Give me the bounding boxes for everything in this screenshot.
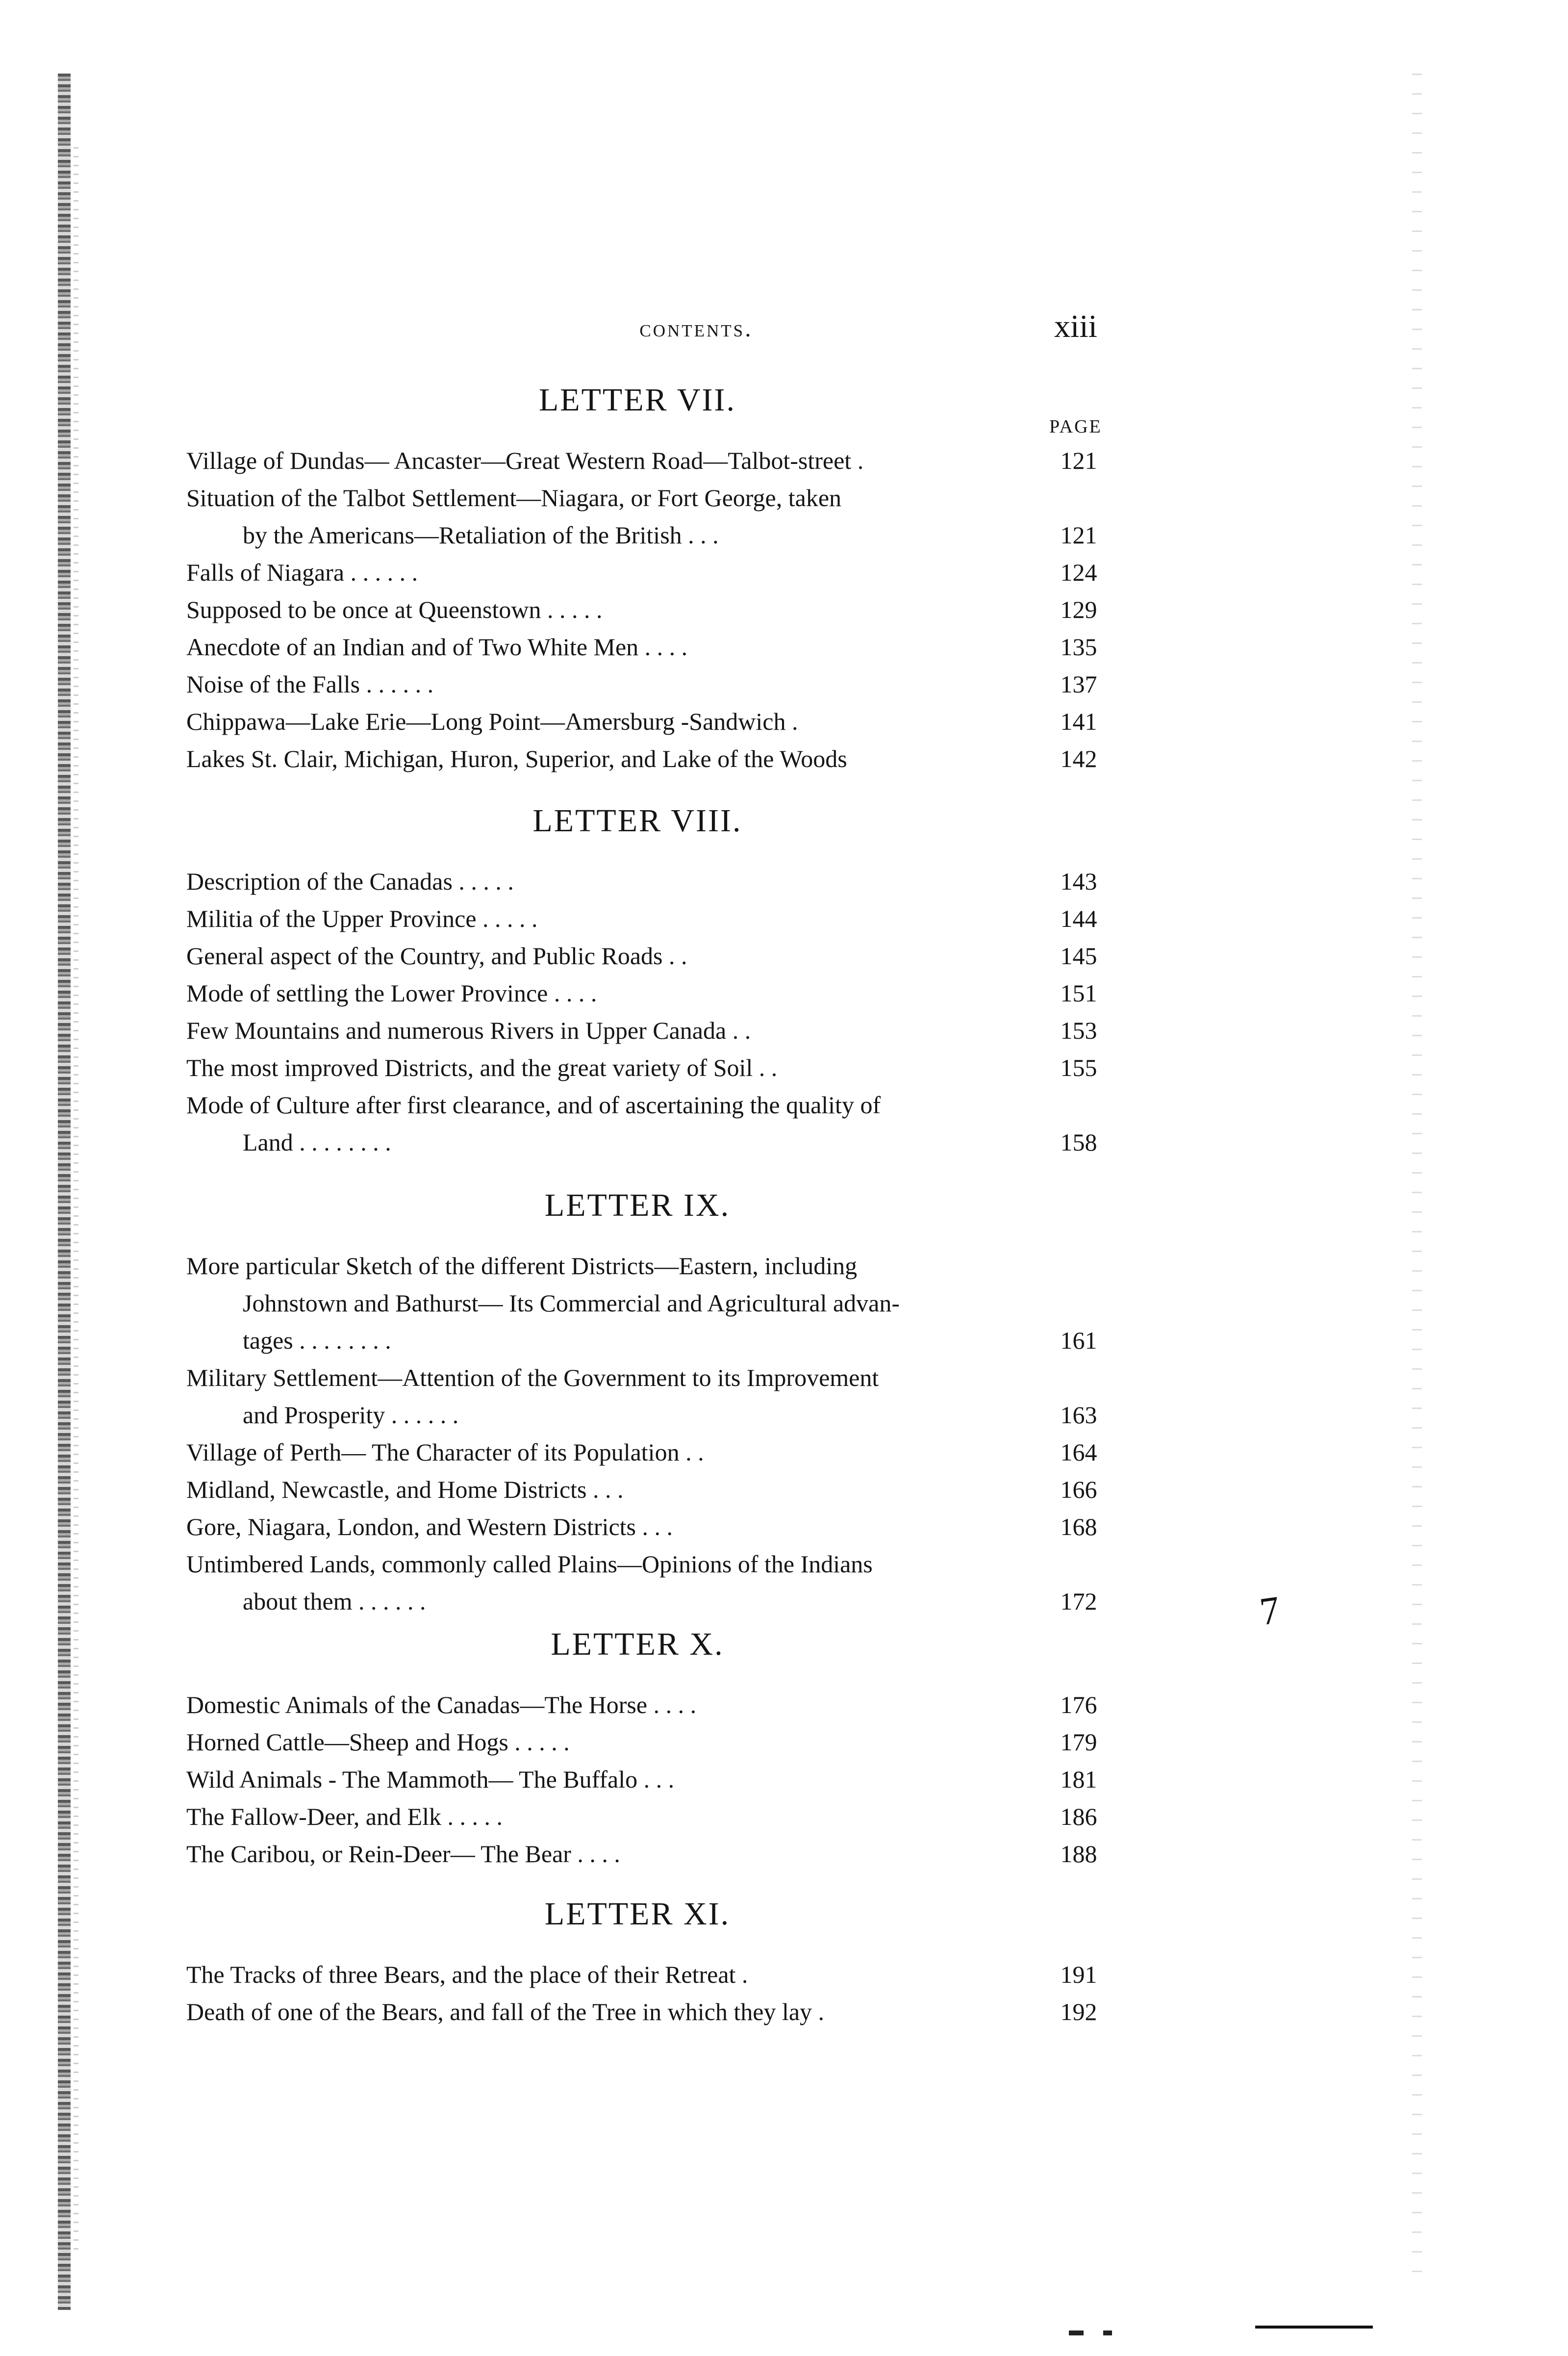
entry-title: Military Settlement—Attention of the Government to its Improvement [186,1364,879,1391]
entry-page-number: 168 [1060,1513,1097,1540]
entry-page-number: 135 [1060,633,1097,661]
entry-title: Falls of Niagara . . . . . . [186,559,418,586]
entry-title: Supposed to be once at Queenstown . . . . . [186,596,603,623]
contents-entry [186,595,1118,633]
entry-page-number: 129 [1060,596,1097,623]
contents-entry [186,670,1118,707]
entry-title: Description of the Canadas . . . . . [186,868,514,895]
entry-page-number: 158 [1060,1128,1097,1156]
entry-page-number: 153 [1060,1017,1097,1044]
entry-title: Village of Dundas— Ancaster—Great Western Road—Talbot-street . [186,447,864,474]
running-title: contents. [639,314,753,342]
entry-page-number: 145 [1060,942,1097,970]
entry-title: The Caribou, or Rein-Deer— The Bear . . . . [186,1840,620,1868]
stray-mark [1103,2330,1112,2335]
entry-page-number: 141 [1060,708,1097,735]
entry-title: Wild Animals - The Mammoth— The Buffalo . . . [186,1766,675,1793]
entry-title: Village of Perth— The Character of its Population . . [186,1438,704,1466]
entry-page-number: 172 [1060,1588,1097,1615]
contents-entry [186,1765,1118,1802]
entry-title-continuation: by the Americans—Retaliation of the British . . . [243,521,719,549]
binding-edge [58,74,71,2310]
page-edge-noise [1412,74,1422,2280]
bottom-rule [1255,2326,1373,2329]
entry-page-number: 144 [1060,905,1097,932]
contents-entry [186,1997,1118,2035]
contents-entry [186,744,1118,782]
contents-entry [186,1252,1118,1363]
entry-page-number: 143 [1060,868,1097,895]
entry-page-number: 188 [1060,1840,1097,1868]
entry-title-continuation: and Prosperity . . . . . . [243,1401,459,1429]
entry-title-continuation: Johnstown and Bathurst— Its Commercial and Agricultural advan- [243,1289,900,1317]
contents-entry [186,1475,1118,1512]
entry-title: Few Mountains and numerous Rivers in Upper Canada . . [186,1017,751,1044]
entry-title-continuation: Land . . . . . . . . [243,1128,391,1156]
entry-page-number: 121 [1060,521,1097,549]
entry-title: Horned Cattle—Sheep and Hogs . . . . . [186,1728,570,1756]
entry-title: General aspect of the Country, and Public Roads . . [186,942,687,970]
entry-page-number: 186 [1060,1803,1097,1830]
contents-entry [186,1840,1118,1877]
contents-entry [186,1550,1118,1624]
contents-entry [186,1690,1118,1728]
entry-page-number: 137 [1060,670,1097,698]
entry-page-number: 181 [1060,1766,1097,1793]
entry-title-continuation: about them . . . . . . [243,1588,426,1615]
entry-title: Lakes St. Clair, Michigan, Huron, Superior, and Lake of the Woods [186,745,847,772]
contents-entry [186,904,1118,942]
letter-heading: LETTER X. [551,1626,724,1662]
entry-title: The Fallow-Deer, and Elk . . . . . [186,1803,503,1830]
entry-title: Gore, Niagara, London, and Western Districts . . . [186,1513,673,1540]
page-column-label: PAGE [1049,416,1102,437]
contents-entry [186,1363,1118,1438]
contents-entry [186,867,1118,904]
entry-page-number: 191 [1060,1961,1097,1988]
contents-entry [186,633,1118,670]
entry-title: Militia of the Upper Province . . . . . [186,905,538,932]
entry-title: Chippawa—Lake Erie—Long Point—Amersburg -Sandwich . [186,708,798,735]
entry-page-number: 176 [1060,1691,1097,1718]
binding-edge-shadow [74,147,78,2256]
entry-page-number: 124 [1060,559,1097,586]
contents-entry [186,1016,1118,1053]
entry-page-number: 142 [1060,745,1097,772]
letter-heading: LETTER VII. [538,382,736,418]
contents-entry [186,446,1118,484]
contents-entry [186,484,1118,558]
entry-page-number: 166 [1060,1476,1097,1503]
running-head [186,308,1118,358]
entry-page-number: 161 [1060,1327,1097,1354]
entry-title: Midland, Newcastle, and Home Districts . . . [186,1476,624,1503]
letter-heading: LETTER XI. [544,1896,731,1932]
entry-page-number: 163 [1060,1401,1097,1429]
contents-entry [186,1512,1118,1550]
contents-entry [186,1053,1118,1091]
contents-entry [186,1438,1118,1475]
entry-page-number: 155 [1060,1054,1097,1081]
entry-title: More particular Sketch of the different Districts—Eastern, including [186,1252,858,1280]
entry-title: Noise of the Falls . . . . . . [186,670,434,698]
entry-title: Anecdote of an Indian and of Two White Men . . . . [186,633,688,661]
entry-page-number: 121 [1060,447,1097,474]
letter-heading: LETTER VIII. [532,803,742,839]
contents-entry [186,1091,1118,1165]
entry-title: Death of one of the Bears, and fall of the Tree in which they lay . [186,1998,825,2025]
contents-entry [186,1728,1118,1765]
entry-title: Mode of settling the Lower Province . . . . [186,979,597,1007]
entry-title: Untimbered Lands, commonly called Plains—Opinions of the Indians [186,1550,873,1578]
contents-entry [186,707,1118,744]
entry-title: Mode of Culture after first clearance, and of ascertaining the quality of [186,1091,881,1119]
entry-page-number: 164 [1060,1438,1097,1466]
entry-title: Domestic Animals of the Canadas—The Horse . . . . [186,1691,697,1718]
contents-entry [186,1802,1118,1840]
page-number: xiii [1054,308,1098,344]
entry-title: The Tracks of three Bears, and the place of their Retreat . [186,1961,748,1988]
entry-page-number: 192 [1060,1998,1097,2025]
contents-entry [186,558,1118,595]
entry-page-number: 151 [1060,979,1097,1007]
contents-entry [186,1960,1118,1997]
stray-mark [1069,2330,1084,2335]
margin-note: 7 [1257,1588,1283,1634]
entry-title: Situation of the Talbot Settlement—Niagara, or Fort George, taken [186,484,842,512]
entry-title-continuation: tages . . . . . . . . [243,1327,391,1354]
contents-entry [186,979,1118,1016]
letter-heading: LETTER IX. [544,1187,731,1223]
contents-entry [186,942,1118,979]
entry-title: The most improved Districts, and the great variety of Soil . . [186,1054,778,1081]
entry-page-number: 179 [1060,1728,1097,1756]
